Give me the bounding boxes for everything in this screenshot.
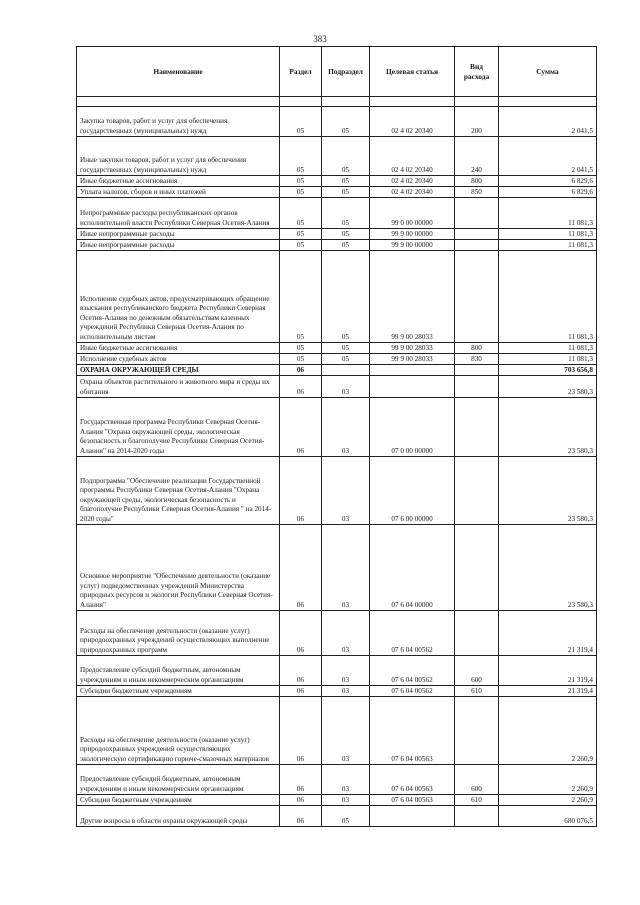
- article-cell: 02 4 02 20340: [370, 137, 455, 176]
- sum-cell: 21 319,4: [499, 611, 597, 656]
- sum-cell: 2 260,9: [499, 697, 597, 765]
- article-cell: 02 4 02 20340: [370, 107, 455, 137]
- subsection-cell: 05: [322, 176, 370, 187]
- name-cell: Субсидии бюджетным учреждениям: [77, 795, 280, 806]
- name-cell: ОХРАНА ОКРУЖАЮЩЕЙ СРЕДЫ: [77, 365, 280, 376]
- table-row: [77, 795, 597, 806]
- article-cell: 02 4 02 20340: [370, 176, 455, 187]
- article-cell: [370, 376, 455, 398]
- subsection-cell: 03: [322, 697, 370, 765]
- section-cell: 05: [280, 107, 322, 137]
- table-row: [77, 656, 597, 686]
- table-row: [77, 525, 597, 611]
- section-cell: 05: [280, 187, 322, 198]
- table-row: [77, 343, 597, 354]
- spacer-row: [77, 97, 597, 107]
- article-cell: 99 9 00 28033: [370, 343, 455, 354]
- section-cell: 06: [280, 697, 322, 765]
- name-cell: Исполнение судебных актов, предусматривающих обращение взыскания республиканского бюджета Республики Северная Осетия-Алания по денежным обязательствам казенных учреждений Республики Северная Осетия-Алания по исполнительным листам: [77, 251, 280, 343]
- expense-type-cell: 600: [455, 765, 499, 795]
- sum-cell: 2 041,5: [499, 107, 597, 137]
- expense-type-cell: 610: [455, 686, 499, 697]
- article-cell: 99 9 00 28033: [370, 251, 455, 343]
- expense-type-cell: [455, 398, 499, 457]
- article-cell: [370, 806, 455, 827]
- section-cell: 06: [280, 398, 322, 457]
- subsection-cell: 05: [322, 107, 370, 137]
- subsection-cell: 05: [322, 240, 370, 251]
- sum-cell: 11 081,3: [499, 251, 597, 343]
- expense-type-cell: [455, 525, 499, 611]
- article-cell: 07 6 00 00000: [370, 457, 455, 525]
- table-row: [77, 765, 597, 795]
- header-subsection: Подраздел: [322, 47, 370, 97]
- section-cell: 06: [280, 376, 322, 398]
- sum-cell: 23 580,3: [499, 457, 597, 525]
- name-cell: Государственная программа Республики Северная Осетия-Алания "Охрана окружающей среды, экологическая безопасность и благополучие Республики Северная Осетия-Алания" на 2014-2020 годы: [77, 398, 280, 457]
- article-cell: 07 6 04 00563: [370, 697, 455, 765]
- name-cell: Иные бюджетные ассигнования: [77, 176, 280, 187]
- header-expense-type: Вид расхода: [455, 47, 499, 97]
- header-name: Наименование: [77, 47, 280, 97]
- table-row: [77, 251, 597, 343]
- page-number: 383: [313, 34, 327, 44]
- table-row: [77, 398, 597, 457]
- table-row: [77, 198, 597, 229]
- subsection-cell: [322, 365, 370, 376]
- expense-type-cell: 850: [455, 187, 499, 198]
- section-cell: 06: [280, 795, 322, 806]
- name-cell: Непрограммные расходы республиканских органов исполнительной власти Республики Северная Осетия-Алания: [77, 198, 280, 229]
- sum-cell: 2 041,5: [499, 137, 597, 176]
- header-section: Раздел: [280, 47, 322, 97]
- name-cell: Иные непрограммные расходы: [77, 240, 280, 251]
- table-row: [77, 611, 597, 656]
- section-cell: 06: [280, 525, 322, 611]
- expense-type-cell: 600: [455, 656, 499, 686]
- subsection-cell: 05: [322, 354, 370, 365]
- expense-type-cell: 800: [455, 176, 499, 187]
- expense-type-cell: [455, 251, 499, 343]
- section-cell: 06: [280, 611, 322, 656]
- section-cell: 06: [280, 457, 322, 525]
- section-cell: 06: [280, 806, 322, 827]
- section-cell: 05: [280, 251, 322, 343]
- subsection-cell: 03: [322, 525, 370, 611]
- table-row: [77, 697, 597, 765]
- section-cell: 06: [280, 656, 322, 686]
- name-cell: Уплата налогов, сборов и иных платежей: [77, 187, 280, 198]
- table-row: [77, 240, 597, 251]
- expense-type-cell: [455, 457, 499, 525]
- article-cell: 99 0 00 00000: [370, 198, 455, 229]
- article-cell: 07 6 04 00000: [370, 525, 455, 611]
- subsection-cell: 03: [322, 611, 370, 656]
- expense-type-cell: 800: [455, 343, 499, 354]
- subsection-cell: 05: [322, 251, 370, 343]
- table-row: [77, 107, 597, 137]
- table-row: [77, 176, 597, 187]
- expense-type-cell: [455, 806, 499, 827]
- expense-type-cell: [455, 240, 499, 251]
- budget-table: [76, 46, 597, 827]
- expense-type-cell: [455, 365, 499, 376]
- name-cell: Подпрограмма "Обеспечение реализации Государственной программы Республики Северная Осетия-Алания "Охрана окружающей среды, экологическая безопасность и благополучие Республики Северная Осетия-Алания " на 2014-2020 годы": [77, 457, 280, 525]
- sum-cell: 11 081,3: [499, 354, 597, 365]
- article-cell: 07 6 04 00562: [370, 656, 455, 686]
- name-cell: Иные закупки товаров, работ и услуг для обеспечения государственных (муниципальных) нужд: [77, 137, 280, 176]
- subsection-cell: 05: [322, 198, 370, 229]
- name-cell: Основное мероприятие "Обеспечение деятельности (оказание услуг) подведомственных учреждений Министерства природных ресурсов и экологии Республики Северная Осетия-Алания": [77, 525, 280, 611]
- sum-cell: 21 319,4: [499, 686, 597, 697]
- name-cell: Расходы на обеспечение деятельности (оказание услуг) природоохранных учреждений осуществляющих экологическую сертификацию горюче-смазочных материалов: [77, 697, 280, 765]
- section-cell: 05: [280, 229, 322, 240]
- name-cell: Расходы на обеспечение деятельности (оказание услуг) природоохранных учреждений осуществляющих выполнение природоохранных программ: [77, 611, 280, 656]
- article-cell: 07 6 04 00563: [370, 795, 455, 806]
- section-cell: 06: [280, 686, 322, 697]
- section-cell: 05: [280, 240, 322, 251]
- table-row: [77, 376, 597, 398]
- name-cell: Предоставление субсидий бюджетным, автономным учреждениям и иным некоммерческим организациям: [77, 765, 280, 795]
- name-cell: Другие вопросы в области охраны окружающей среды: [77, 806, 280, 827]
- expense-type-cell: 200: [455, 107, 499, 137]
- section-cell: 06: [280, 365, 322, 376]
- expense-type-cell: 610: [455, 795, 499, 806]
- table-row: [77, 686, 597, 697]
- header-sum: Сумма: [499, 47, 597, 97]
- sum-cell: 11 081,3: [499, 229, 597, 240]
- section-cell: 05: [280, 343, 322, 354]
- table-row: [77, 229, 597, 240]
- sum-cell: 11 081,3: [499, 343, 597, 354]
- article-cell: 07 6 04 00563: [370, 765, 455, 795]
- table-row: [77, 137, 597, 176]
- article-cell: 99 9 00 00000: [370, 240, 455, 251]
- section-cell: 06: [280, 765, 322, 795]
- expense-type-cell: 830: [455, 354, 499, 365]
- sum-cell: 23 580,3: [499, 525, 597, 611]
- section-cell: 05: [280, 354, 322, 365]
- article-cell: 99 9 00 00000: [370, 229, 455, 240]
- subsection-cell: 03: [322, 376, 370, 398]
- table-row: [77, 806, 597, 827]
- sum-cell: 680 076,5: [499, 806, 597, 827]
- expense-type-cell: [455, 611, 499, 656]
- sum-cell: 21 319,4: [499, 656, 597, 686]
- header-article: Целевая статья: [370, 47, 455, 97]
- section-cell: 05: [280, 198, 322, 229]
- article-cell: 07 6 04 00562: [370, 611, 455, 656]
- article-cell: 07 0 00 00000: [370, 398, 455, 457]
- name-cell: Субсидии бюджетным учреждениям: [77, 686, 280, 697]
- subsection-cell: 05: [322, 229, 370, 240]
- subsection-cell: 05: [322, 137, 370, 176]
- article-cell: 99 9 00 28033: [370, 354, 455, 365]
- expense-type-cell: 240: [455, 137, 499, 176]
- sum-cell: 11 081,3: [499, 240, 597, 251]
- name-cell: Иные бюджетные ассигнования: [77, 343, 280, 354]
- sum-cell: 23 580,3: [499, 398, 597, 457]
- subsection-cell: 05: [322, 343, 370, 354]
- subsection-cell: 03: [322, 398, 370, 457]
- sum-cell: 11 081,3: [499, 198, 597, 229]
- name-cell: Иные непрограммные расходы: [77, 229, 280, 240]
- sum-cell: 6 829,6: [499, 187, 597, 198]
- expense-type-cell: [455, 229, 499, 240]
- subsection-cell: 03: [322, 765, 370, 795]
- table-row: [77, 354, 597, 365]
- name-cell: Охрана объектов растительного и животного мира и среды их обитания: [77, 376, 280, 398]
- subsection-cell: 03: [322, 686, 370, 697]
- article-cell: [370, 365, 455, 376]
- expense-type-cell: [455, 198, 499, 229]
- subsection-cell: 03: [322, 795, 370, 806]
- article-cell: 02 4 02 20340: [370, 187, 455, 198]
- expense-type-cell: [455, 376, 499, 398]
- sum-cell: 2 260,9: [499, 765, 597, 795]
- article-cell: 07 6 04 00562: [370, 686, 455, 697]
- table-row: [77, 365, 597, 376]
- subsection-cell: 03: [322, 457, 370, 525]
- table-row: [77, 457, 597, 525]
- subsection-cell: 03: [322, 656, 370, 686]
- subsection-cell: 05: [322, 806, 370, 827]
- sum-cell: 703 656,8: [499, 365, 597, 376]
- sum-cell: 23 580,3: [499, 376, 597, 398]
- section-cell: 05: [280, 137, 322, 176]
- table-header-row: [77, 47, 597, 97]
- subsection-cell: 05: [322, 187, 370, 198]
- expense-type-cell: [455, 697, 499, 765]
- section-cell: 05: [280, 176, 322, 187]
- name-cell: Закупка товаров, работ и услуг для обеспечения государственных (муниципальных) нужд: [77, 107, 280, 137]
- name-cell: Исполнение судебных актов: [77, 354, 280, 365]
- table-row: [77, 187, 597, 198]
- sum-cell: 6 829,6: [499, 176, 597, 187]
- sum-cell: 2 260,9: [499, 795, 597, 806]
- name-cell: Предоставление субсидий бюджетным, автономным учреждениям и иным некоммерческим организациям: [77, 656, 280, 686]
